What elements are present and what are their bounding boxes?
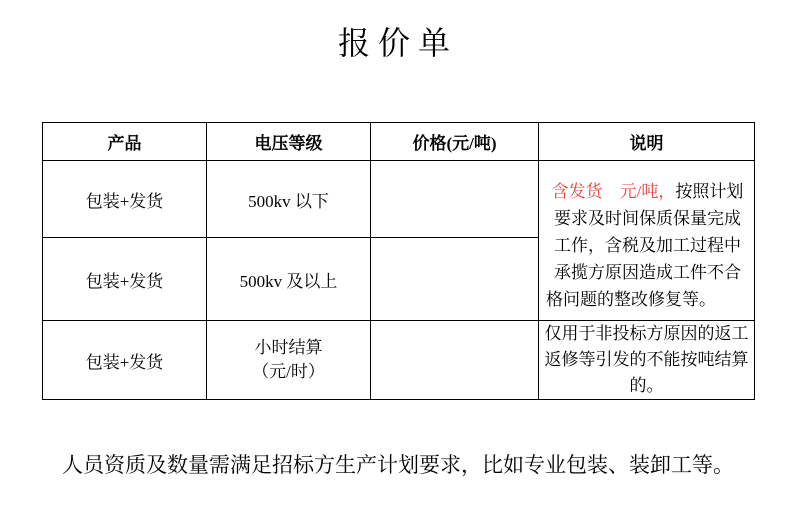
product-cell: 包装+发货 bbox=[43, 161, 207, 238]
footer-note: 人员资质及数量需满足招标方生产计划要求，比如专业包装、装卸工等。 bbox=[62, 453, 734, 477]
voltage-cell bbox=[207, 321, 371, 400]
product-cell: 包装+发货 bbox=[43, 238, 207, 321]
voltage-line-1: 小时结算 bbox=[254, 338, 323, 357]
quotation-table bbox=[42, 122, 755, 400]
table-header-row bbox=[43, 123, 755, 161]
voltage-line-2: （元/时） bbox=[252, 362, 325, 381]
voltage-cell: 500kv 以下 bbox=[207, 161, 371, 238]
table-row bbox=[43, 321, 755, 400]
table-row bbox=[43, 161, 755, 238]
header-cell-description: 说明 bbox=[539, 123, 755, 161]
description-cell-merged bbox=[539, 161, 755, 321]
voltage-cell: 500kv 及以上 bbox=[207, 238, 371, 321]
product-cell: 包装+发货 bbox=[43, 321, 207, 400]
header-cell-voltage: 电压等级 bbox=[207, 123, 371, 161]
description-black-text: 按照计划要求及时间保质保量完成工作，含税及加工过程中承揽方原因造成工件不合格问题的整改修复等。 bbox=[546, 181, 744, 309]
header-cell-price: 价格(元/吨) bbox=[371, 123, 539, 161]
page-title: 报价单 bbox=[337, 25, 458, 61]
price-cell bbox=[371, 238, 539, 321]
description-cell-row3: 仅用于非投标方原因的返工返修等引发的不能按吨结算的。 bbox=[539, 321, 755, 400]
header-cell-product: 产品 bbox=[43, 123, 207, 161]
price-cell bbox=[371, 161, 539, 238]
price-cell bbox=[371, 321, 539, 400]
description-red-text: 含发货 元/吨， bbox=[551, 181, 676, 201]
